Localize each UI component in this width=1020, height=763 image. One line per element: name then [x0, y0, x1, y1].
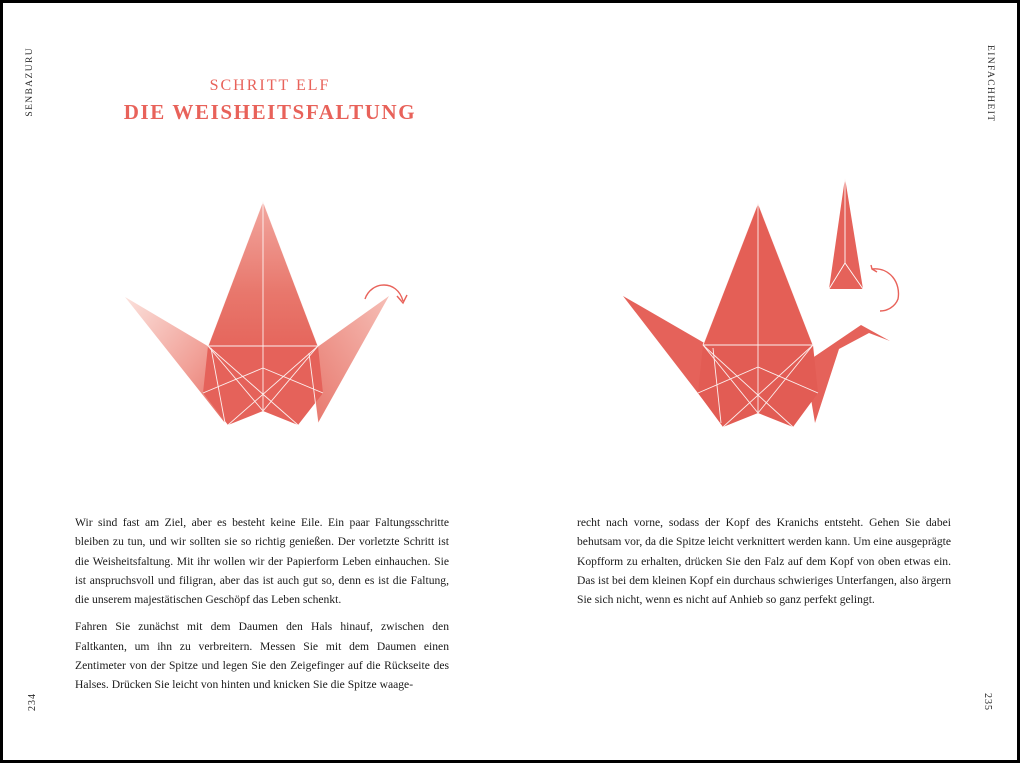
step-title: DIE WEISHEITSFALTUNG	[123, 100, 417, 124]
crane-right-neck	[805, 325, 890, 423]
running-head-left: SENBAZURU	[25, 47, 35, 117]
crane-illustration-after	[615, 173, 915, 443]
book-spread	[3, 3, 1017, 760]
text-column-right	[577, 513, 951, 617]
crane-head-detail	[829, 178, 863, 289]
step-label: SCHRITT ELF	[209, 77, 331, 94]
curved-arrow-icon	[871, 265, 898, 311]
crane-illustration-before	[113, 193, 423, 443]
text-column-left	[75, 513, 449, 703]
running-head-right: EINFACHHEIT	[985, 45, 995, 123]
page-number-right: 235	[982, 693, 993, 711]
paragraph: Wir sind fast am Ziel, aber es besteht keine Eile. Ein paar Faltungsschritte bleiben zu tun, und wir sollten sie so richtig genießen. Der vorletzte Schritt ist die Weisheitsfaltung. Mit ihr wollen wir der Papierform Leben einhauchen. Sie ist anspruchsvoll und filigran, aber das ist auch gut so, denn es ist die Faltung, die unserem majestätischen Geschöpf das Leben schenkt.	[75, 516, 449, 607]
crane-right-wing	[309, 296, 389, 423]
page-number-left: 234	[27, 693, 38, 711]
paragraph: Fahren Sie zunächst mit dem Daumen den Hals hinauf, zwischen den Faltkanten, um ihn zu verbreitern. Messen Sie mit dem Daumen einen Zentimeter von der Spitze und legen Sie den Zeigefinger auf die Rückseite des Halses. Drücken Sie leicht von hinten und knicken Sie die Spitze waage-	[75, 620, 449, 692]
paragraph: recht nach vorne, sodass der Kopf des Kranichs entsteht. Gehen Sie dabei behutsam vor, da die Spitze leicht verknittert werden kann. Um eine ausgeprägte Kopfform zu erhalten, drücken Sie den Falz auf dem Kopf von oben etwas ein. Das ist bei dem kleinen Kopf ein durchaus schwieriges Unterfangen, also ärgern Sie sich nicht, wenn es nicht auf Anhieb so ganz perfekt gelingt.	[577, 516, 951, 607]
